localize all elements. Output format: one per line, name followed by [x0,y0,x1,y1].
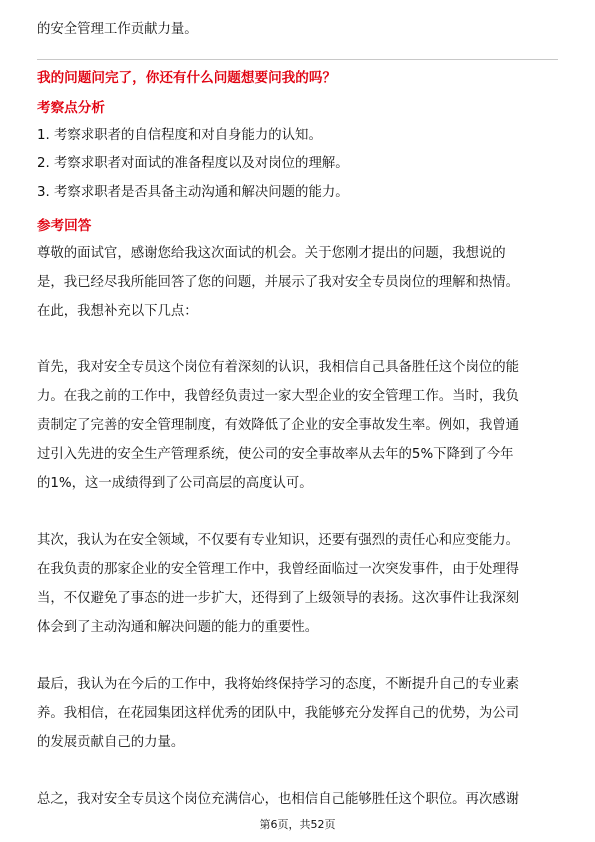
analysis-heading: 考察点分析 [37,100,105,116]
answer-heading: 参考回答 [37,218,92,234]
paragraph-line: 养。我相信，在花园集团这样优秀的团队中，我能够充分发挥自己的优势，为公司 [37,706,520,721]
paragraph-line: 体会到了主动沟通和解决问题的能力的重要性。 [37,620,319,635]
paragraph-line: 力。在我之前的工作中，我曾经负责过一家大型企业的安全管理工作。当时，我负 [37,389,520,404]
analysis-item: 3. 考察求职者是否具备主动沟通和解决问题的能力。 [37,185,349,200]
analysis-item: 2. 考察求职者对面试的准备程度以及对岗位的理解。 [37,156,349,171]
paragraph-line: 是，我已经尽我所能回答了您的问题，并展示了我对安全专员岗位的理解和热情。 [37,275,520,290]
divider [37,59,558,60]
paragraph-line: 在此，我想补充以下几点： [37,304,198,319]
paragraph-line: 首先，我对安全专员这个岗位有着深刻的认识，我相信自己具备胜任这个岗位的能 [37,360,520,375]
paragraph-line: 过引入先进的安全生产管理系统，使公司的安全事故率从去年的5%下降到了今年 [37,447,514,462]
paragraph-line: 的1%，这一成绩得到了公司高层的高度认可。 [37,476,313,491]
paragraph-line: 责制定了完善的安全管理制度，有效降低了企业的安全事故发生率。例如，我曾通 [37,418,520,433]
question-heading: 我的问题问完了，你还有什么问题想要问我的吗？ [37,70,337,86]
paragraph-line: 总之，我对安全专员这个岗位充满信心，也相信自己能够胜任这个职位。再次感谢 [37,792,520,807]
page-number: 第6页，共52页 [259,818,336,831]
continued-text: 的安全管理工作贡献力量。 [37,22,198,37]
analysis-item: 1. 考察求职者的自信程度和对自身能力的认知。 [37,128,322,143]
paragraph-line: 当，不仅避免了事态的进一步扩大，还得到了上级领导的表扬。这次事件让我深刻 [37,591,520,606]
paragraph-line: 的发展贡献自己的力量。 [37,735,185,750]
paragraph-line: 在我负责的那家企业的安全管理工作中，我曾经面临过一次突发事件，由于处理得 [37,562,520,577]
paragraph-line: 尊敬的面试官，感谢您给我这次面试的机会。关于您刚才提出的问题，我想说的 [37,246,506,261]
paragraph-line: 最后，我认为在今后的工作中，我将始终保持学习的态度，不断提升自己的专业素 [37,677,520,692]
paragraph-line: 其次，我认为在安全领域，不仅要有专业知识，还要有强烈的责任心和应变能力。 [37,533,520,548]
